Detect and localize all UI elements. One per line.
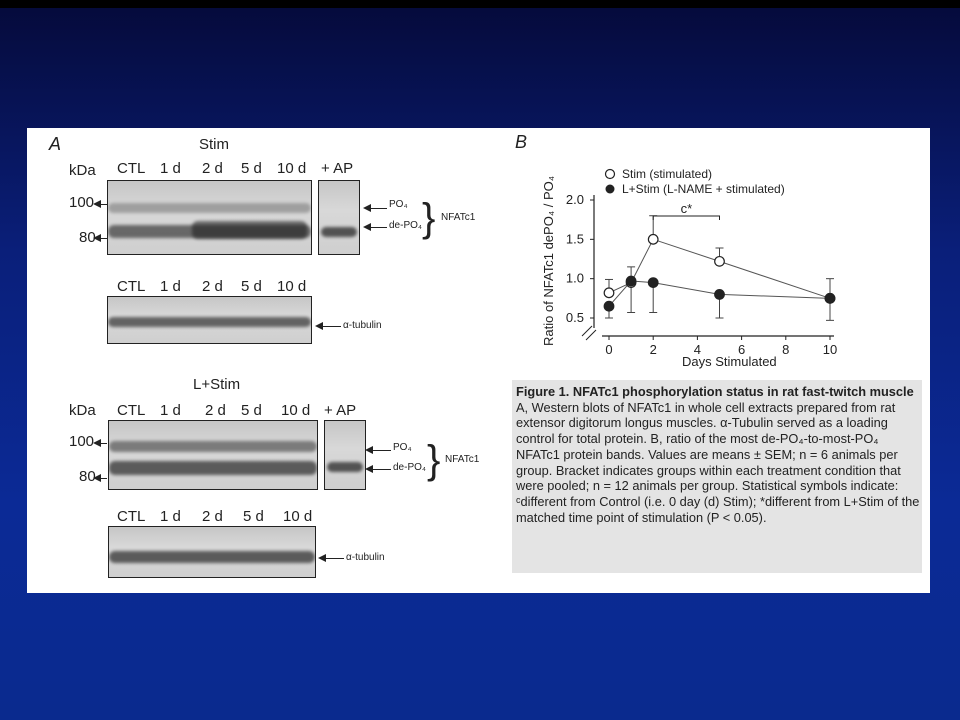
lane-label: 1 d [160, 160, 181, 177]
lane-label: 10 d [277, 160, 307, 177]
panel-b-chart [512, 128, 930, 378]
legend-open-marker [606, 170, 615, 179]
kda-label-bottom: kDa [69, 402, 96, 419]
lane-label: CTL [117, 160, 146, 177]
lane-label: CTL [117, 508, 146, 525]
data-point [648, 278, 658, 288]
tubulin-label-top: α-tubulin [343, 320, 382, 331]
depo4-arrow [367, 469, 391, 470]
mw-tick [95, 204, 107, 205]
x-tick-label: 2 [649, 342, 657, 357]
x-tick-label: 4 [693, 342, 702, 357]
panel-a-letter: A [49, 134, 62, 154]
y-tick-label: 2.0 [565, 192, 584, 207]
caption-title: Figure 1. NFATc1 phosphorylation status in rat fast-twitch muscle [516, 384, 914, 399]
mw-tick [95, 478, 107, 479]
mw-tick [95, 238, 107, 239]
lane-label: 2 d [202, 278, 223, 295]
y-axis-label: Ratio of NFATc1 dePO₄ / PO₄ [541, 175, 556, 346]
data-point [825, 294, 835, 304]
depo4-label-bottom: de-PO₄ [393, 462, 426, 473]
lstim-tubulin-blot [108, 526, 316, 578]
data-point [604, 288, 614, 298]
nfatc1-label-top: NFATc1 [441, 212, 476, 223]
legend-filled-label: L+Stim (L-NAME + stimulated) [622, 182, 785, 196]
lane-label: 1 d [160, 508, 181, 525]
figure-caption [512, 380, 922, 573]
lane-label: 5 d [241, 402, 262, 419]
lstim-ap-blot [324, 420, 366, 490]
ap-lane-label: + AP [324, 402, 357, 419]
panel-a-blots [27, 128, 507, 593]
legend-open-label: Stim (stimulated) [622, 167, 713, 181]
stim-ap-blot [318, 180, 360, 255]
brace: } [427, 438, 441, 482]
mw-80-bottom: 80 [79, 468, 96, 485]
legend [606, 167, 785, 196]
x-axis-label: Days Stimulated [682, 354, 777, 369]
lane-label: 1 d [160, 402, 181, 419]
brace: } [422, 196, 436, 240]
x-tick-label: 8 [782, 342, 790, 357]
tubulin-label-bottom: α-tubulin [346, 552, 385, 563]
lstim-nfatc1-blot [108, 420, 318, 490]
legend-filled-marker [606, 185, 615, 194]
po4-label-top: PO₄ [389, 199, 408, 210]
top-dark-band [0, 0, 960, 8]
caption-body: A, Western blots of NFATc1 in whole cell extracts prepared from rat extensor digitorum longus muscles. α-Tubulin served as a loading control for total protein. B, ratio of the most de-PO₄-to-most-PO₄ NFATc1 protein bands. Values are means ± SEM; n = 6 animals per group. Bracket indicates groups within each treatment condition that were pooled; n = 12 animals per group. Statistical symbols indicate: ᶜdifferent from Control (i.e. 0 day (d) Stim); *different from L+Stim of the matched time point of stimulation (P < 0.05). [516, 399, 920, 525]
data-point [604, 301, 614, 311]
pooled-bracket [653, 216, 719, 220]
tubulin-arrow [317, 326, 341, 327]
data-point [715, 290, 725, 300]
x-tick-label: 0 [605, 342, 613, 357]
po4-label-bottom: PO₄ [393, 442, 412, 453]
lane-label: 10 d [283, 508, 313, 525]
figure-panel [27, 128, 930, 593]
mw-100-top: 100 [69, 194, 95, 211]
plot-area [566, 192, 837, 357]
depo4-label-top: de-PO₄ [389, 220, 422, 231]
stim-nfatc1-blot [107, 180, 312, 255]
axis-break [582, 326, 592, 336]
y-tick-label: 1.5 [565, 231, 584, 247]
po4-arrow [365, 208, 387, 209]
x-tick-label: 6 [737, 342, 746, 357]
lane-label: 2 d [202, 508, 223, 525]
x-tick-label: 10 [822, 342, 838, 357]
lane-label: 5 d [241, 278, 262, 295]
data-point [715, 257, 725, 267]
y-tick-label: 0.5 [565, 310, 584, 325]
y-tick-label: 1.0 [565, 270, 584, 286]
bracket-label: c* [680, 201, 693, 216]
kda-label-top: kDa [69, 162, 96, 179]
depo4-arrow [365, 227, 387, 228]
lane-label: CTL [117, 278, 146, 295]
panel-b-letter: B [515, 132, 528, 152]
mw-80-top: 80 [79, 229, 96, 246]
tubulin-arrow [320, 558, 344, 559]
lane-label: CTL [117, 402, 146, 419]
lane-label: 10 d [281, 402, 311, 419]
lstim-group-title: L+Stim [193, 376, 241, 393]
lane-label: 10 d [277, 278, 307, 295]
lane-label: 5 d [243, 508, 264, 525]
ap-lane-label: + AP [321, 160, 354, 177]
stim-tubulin-blot [107, 296, 312, 344]
lane-label: 5 d [241, 160, 262, 177]
data-point [648, 235, 658, 245]
nfatc1-label-bottom: NFATc1 [445, 454, 480, 465]
lane-label: 2 d [202, 160, 223, 177]
lane-label: 1 d [160, 278, 181, 295]
lane-label: 2 d [205, 402, 226, 419]
axis-break [586, 330, 596, 340]
mw-100-bottom: 100 [69, 433, 95, 450]
stim-group-title: Stim [199, 136, 229, 153]
data-point [626, 276, 636, 286]
po4-arrow [367, 450, 391, 451]
mw-tick [95, 443, 107, 444]
